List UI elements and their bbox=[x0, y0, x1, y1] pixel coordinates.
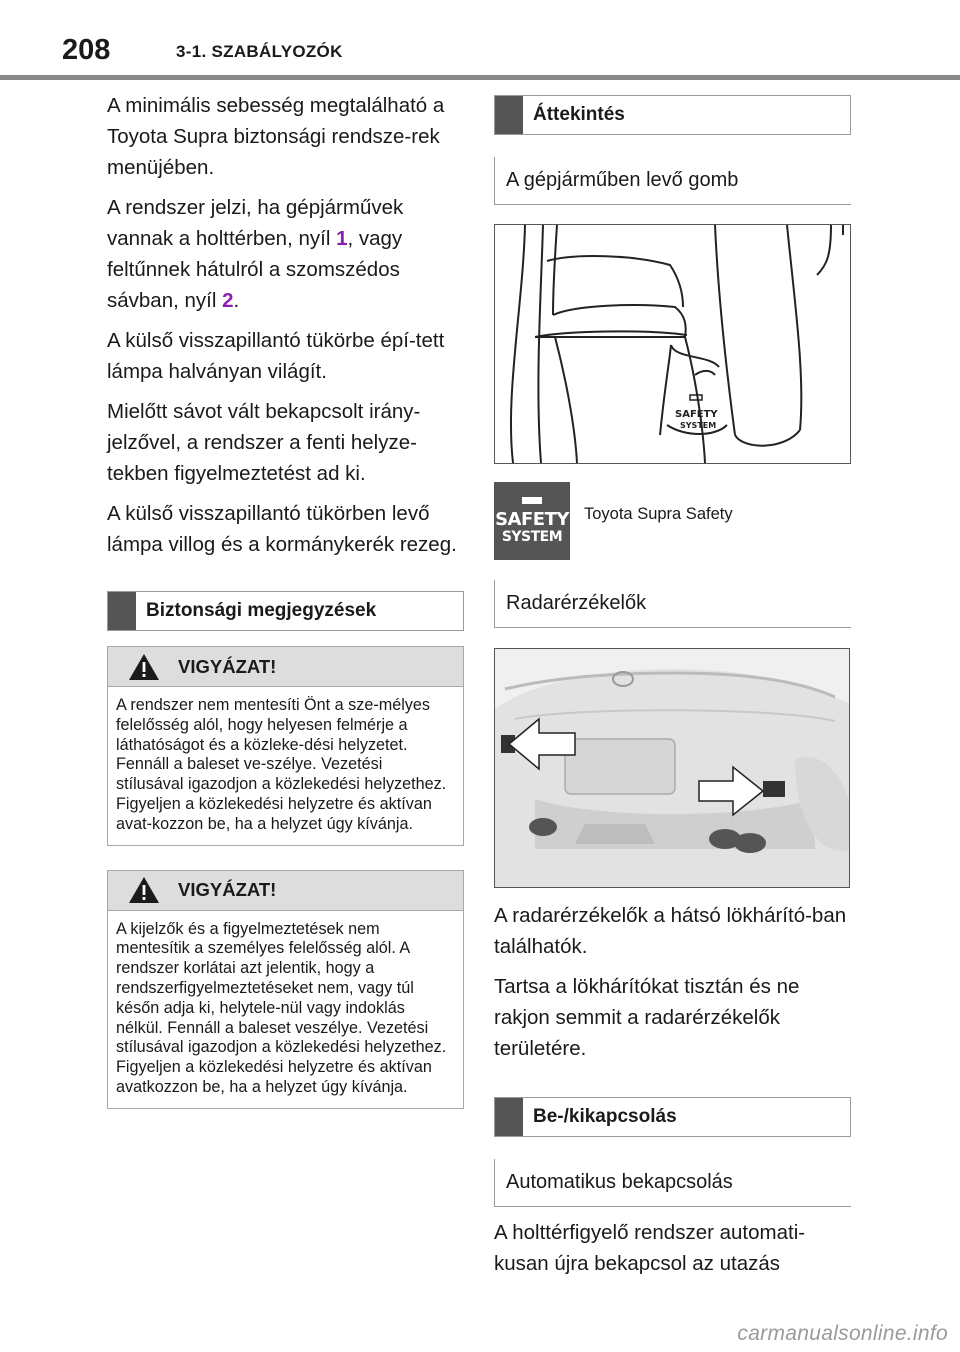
heading-bar bbox=[495, 96, 523, 134]
paragraph-min-speed: A minimális sebesség megtalálható a Toyota Supra biztonsági rendsze-rek menüjében. bbox=[107, 94, 445, 179]
warning-triangle-icon bbox=[128, 876, 160, 904]
text-fragment: A rendszer jelzi, ha gépjárművek vannak a holttérben, nyíl bbox=[107, 196, 404, 250]
heading-bar bbox=[495, 1098, 523, 1136]
watermark: carmanualsonline.info bbox=[737, 1322, 948, 1345]
button-led-indicator bbox=[522, 497, 542, 504]
paragraph-radar-clean: Tartsa a lökhárítókat tisztán és ne rakjon semmit a radarérzékelők területére. bbox=[494, 975, 800, 1060]
safety-notes-heading bbox=[107, 591, 464, 631]
warning-text: A kijelzők és a figyelmeztetések nem mentesítik a személyes felelősség alól. A rendszer korlátai azt jelentik, hogy a rendszerfigyelmeztetéseket nem, vagy túl későn adja ki, helytele-nül vagy indoklás nélkül. Fennáll a baleset veszélye. Vezetési stílusával igazodjon a közlekedési helyzethez. Figyeljen a közlekedési helyzetre és aktívan avatkozzon be, ha a helyzet úgy kívánja. bbox=[116, 919, 447, 1096]
heading-text: Áttekintés bbox=[533, 104, 625, 125]
warning-box-1 bbox=[107, 646, 464, 846]
section-title: 3-1. SZABÁLYOZÓK bbox=[176, 42, 343, 61]
left-column bbox=[107, 90, 464, 1109]
onoff-heading bbox=[494, 1097, 851, 1137]
console-button-label: SYSTEM bbox=[680, 421, 717, 430]
header-rule bbox=[0, 75, 960, 80]
warning-title: VIGYÁZAT! bbox=[178, 655, 277, 677]
paragraph-radar-location: A radarérzékelők a hátsó lökhárító-ban találhatók. bbox=[494, 904, 847, 958]
radar-subheading: Radarérzékelők bbox=[494, 580, 851, 628]
page-number: 208 bbox=[62, 34, 111, 66]
button-subheading: A gépjárműben levő gomb bbox=[494, 157, 851, 205]
console-drawing bbox=[495, 225, 850, 463]
paragraph-lane-change: Mielőtt sávot vált bekapcsolt irány-jelzővel, a rendszer a fenti helyze-tekben figyelmeztetést ad ki. bbox=[107, 400, 421, 485]
safety-button-caption: Toyota Supra Safety bbox=[584, 504, 733, 523]
warning-box-2 bbox=[107, 870, 464, 1109]
arrow-number-2: 2 bbox=[222, 289, 234, 312]
warning-header bbox=[108, 871, 463, 911]
text-fragment: . bbox=[233, 289, 240, 312]
warning-triangle-icon bbox=[128, 653, 160, 681]
right-column bbox=[494, 95, 851, 1288]
console-illustration bbox=[494, 224, 851, 464]
rear-bumper-drawing bbox=[495, 649, 850, 888]
auto-on-subheading: Automatikus bekapcsolás bbox=[494, 1159, 851, 1207]
safety-system-button[interactable] bbox=[494, 482, 570, 560]
overview-heading bbox=[494, 95, 851, 135]
warning-text: A rendszer nem mentesíti Önt a sze-mélyes felelősség alól, hogy helyesen felmérje a láthatóságot és a közleke-dési helyzetet. Fennáll a baleset ve-szélye. Vezetési stílusával igazodjon a közlekedési helyzethez. Figyeljen a közlekedési helyzetre és aktívan avat-kozzon be, ha a helyzet úgy kívánja. bbox=[116, 696, 447, 833]
paragraph-lamp-flash: A külső visszapillantó tükörben levő lámpa villog és a kormánykerék rezeg. bbox=[107, 502, 457, 556]
heading-text: Biztonsági megjegyzések bbox=[146, 600, 377, 621]
rear-bumper-illustration bbox=[494, 648, 850, 888]
heading-text: Be-/kikapcsolás bbox=[533, 1106, 677, 1127]
warning-title: VIGYÁZAT! bbox=[178, 879, 277, 901]
paragraph-mirror-lamp: A külső visszapillantó tükörbe épí-tett lámpa halványan világít. bbox=[107, 329, 445, 383]
paragraph-auto-on: A holttérfigyelő rendszer automati-kusan újra bekapcsol az utazás bbox=[494, 1221, 806, 1275]
safety-button-text: SYSTEM bbox=[501, 529, 563, 545]
safety-button-text: SAFETY bbox=[495, 509, 569, 530]
warning-header bbox=[108, 647, 463, 687]
heading-bar bbox=[108, 592, 136, 630]
paragraph-blind-spot bbox=[107, 192, 464, 316]
arrow-number-1: 1 bbox=[336, 227, 348, 250]
safety-button-row bbox=[494, 482, 851, 560]
console-button-label: SAFETY bbox=[675, 409, 718, 420]
text-fragment: , vagy feltűnnek hátulról a szomszédos sávban, nyíl bbox=[107, 227, 403, 312]
